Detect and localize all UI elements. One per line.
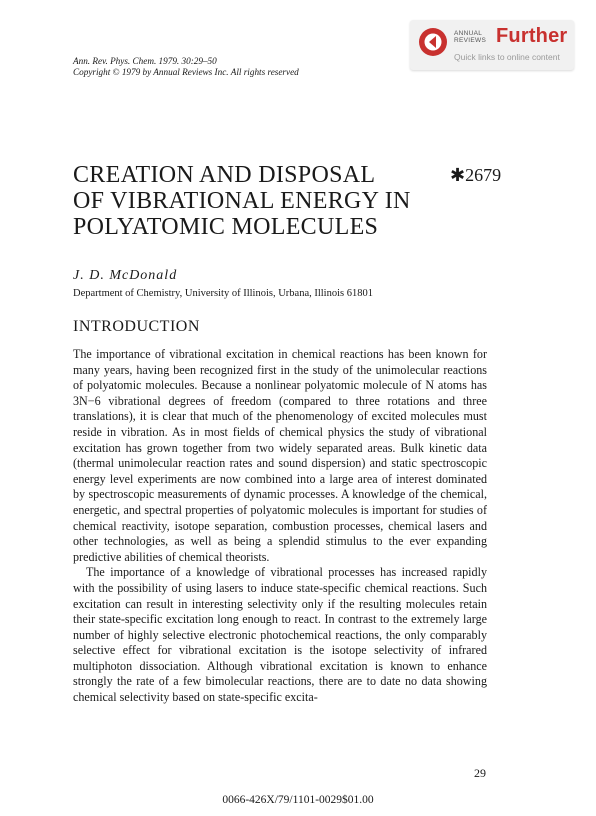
reference-number: ✱2679	[450, 165, 502, 185]
title-line-1: CREATION AND DISPOSAL	[73, 162, 376, 188]
body-text	[73, 347, 487, 706]
title-line-3: POLYATOMIC MOLECULES	[73, 214, 379, 240]
brand-annual-reviews: ANNUAL REVIEWS	[454, 30, 487, 44]
banner-tagline-link[interactable]: Quick links to online content	[454, 52, 560, 62]
article-title	[73, 162, 473, 240]
page-number: 29	[474, 766, 486, 780]
citation-line-1: Ann. Rev. Phys. Chem. 1979. 30:29–50	[73, 56, 217, 66]
author-affiliation: Department of Chemistry, University of Illinois, Urbana, Illinois 61801	[73, 288, 373, 299]
citation-line-2: Copyright © 1979 by Annual Reviews Inc. All rights reserved	[73, 67, 299, 77]
title-line-2: OF VIBRATIONAL ENERGY IN	[73, 188, 411, 214]
footer-code: 0066-426X/79/1101-0029$01.00	[222, 794, 374, 806]
journal-citation	[73, 56, 299, 78]
section-heading-introduction: INTRODUCTION	[73, 318, 200, 335]
brand-further: Further	[496, 25, 568, 47]
annual-reviews-further-banner[interactable]	[410, 20, 574, 70]
paragraph-1: The importance of vibrational excitation in chemical reactions has been known for many years, having been recognized first in the study of the unimolecular reactions of polyatomic molecules. Because a nonlinear polyatomic molecule of N atoms has 3N−6 vibrational degrees of freedom (compared to three rotations and three translations), it is clear that much of the phenomenology of excited molecules must reside in vibration. As in most fields of chemical physics the study of vibrational excitation has grown together from two widely separated areas. Bulk kinetic data (thermal unimolecular reaction rates and sound dispersion) and static spectroscopic energy level experiments are now combined into a large area of interest dominated by spectroscopic measurements of dynamic processes. A knowledge of the chemical, energetic, and spectral properties of polyatomic molecules is important for studies of chemical reactivity, isotope separation, combustion processes, chemical lasers and other technologies, as well as being a splendid stimulus to the ever expanding predictive abilities of chemical theorists.	[73, 347, 487, 564]
paragraph-2: The importance of a knowledge of vibrational processes has increased rapidly with the possibility of using lasers to induce state-specific chemical reactions. Such excitation can result in interesting selectivity only if the resulting molecules retain their state-specific excitation long enough to react. In contrast to the extremely large number of highly selective electronic photochemical reactions, the only comparably selective effect for vibrational excitation is the isotope selectivity of infrared multiphoton dissociation. Although vibrational excitation is known to enhance strongly the rate of a few bimolecular reactions, there are to date no data showing chemical selectivity based on state-specific excita-	[73, 565, 487, 705]
annual-reviews-logo-icon	[418, 27, 448, 57]
author-name: J. D. McDonald	[73, 268, 178, 283]
